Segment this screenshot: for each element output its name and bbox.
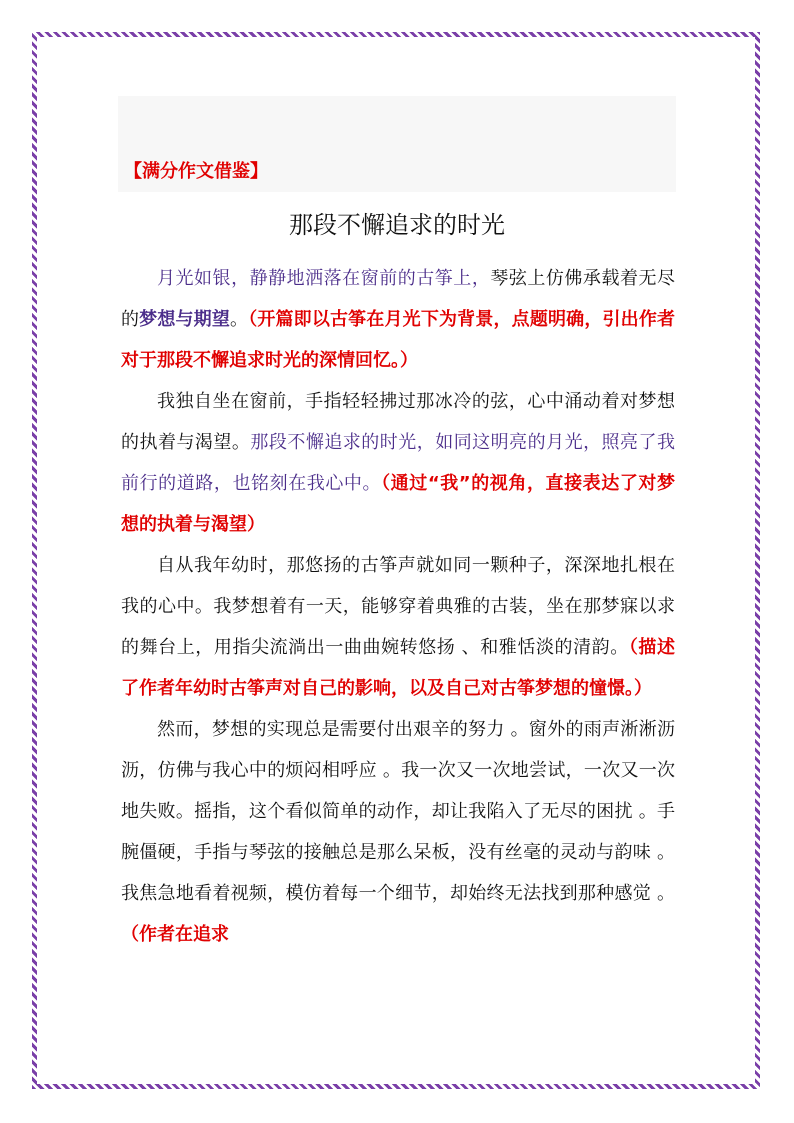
essay-body [121, 258, 675, 955]
paragraph-4 [121, 709, 675, 955]
paragraph-1-highlight: 梦想与期望 [139, 309, 231, 330]
paragraph-4-text: 然而，梦想的实现总是需要付出艰辛的努力 。窗外的雨声淅淅沥沥，仿佛与我心中的烦闷相呼应 。我一次又一次地尝试，一次又一次地失败。摇指，这个看似简单的动作，却让我陷入了无尽的困扰 。手腕僵硬，手指与琴弦的接触总是那么呆板，没有丝毫的灵动与韵味 。我焦急地看着视频，模仿着每一个细节，却始终无法找到那种感觉 。 [121, 719, 675, 904]
paragraph-1-comment: （开篇即以古筝在月光下为背景，点题明确，引出作者对于那段不懈追求时光的深情回忆。） [121, 309, 676, 371]
paragraph-4-comment: （作者在追求 [121, 924, 229, 945]
paragraph-3 [121, 545, 675, 709]
paragraph-3-comment: （描述了作者年幼时古筝声对自己的影响，以及自己对古筝梦想的憧憬。） [121, 637, 675, 699]
paragraph-1-period: 。 [230, 309, 249, 330]
paragraph-1-text-2: 琴弦上仿佛承载着无尽的 [121, 268, 676, 330]
paragraph-1-text: 月光如银，静静地洒落在窗前的古筝上， [157, 268, 491, 289]
section-tag: 【满分作文借鉴】 [124, 161, 268, 182]
paragraph-2-highlight: 那段不懈追求的时光，如同这明亮的月光，照亮了我前行的道路，也铭刻在我心中。 [121, 432, 676, 494]
paragraph-2-comment: （通过“我”的视角，直接表达了对梦想的执着与渴望） [121, 473, 675, 535]
paragraph-2 [121, 381, 675, 545]
essay-title: 那段不懈追求的时光 [289, 211, 505, 239]
paragraph-1 [121, 258, 675, 381]
paragraph-2-text: 我独自坐在窗前，手指轻轻拂过那冰冷的弦，心中涌动着对梦想的执着与渴望。 [121, 391, 675, 453]
paragraph-3-text: 自从我年幼时，那悠扬的古筝声就如同一颗种子，深深地扎根在我的心中。我梦想着有一天，能够穿着典雅的古装，坐在那梦寐以求的舞台上，用指尖流淌出一曲曲婉转悠扬 、和雅恬淡的清韵。 [121, 555, 675, 658]
